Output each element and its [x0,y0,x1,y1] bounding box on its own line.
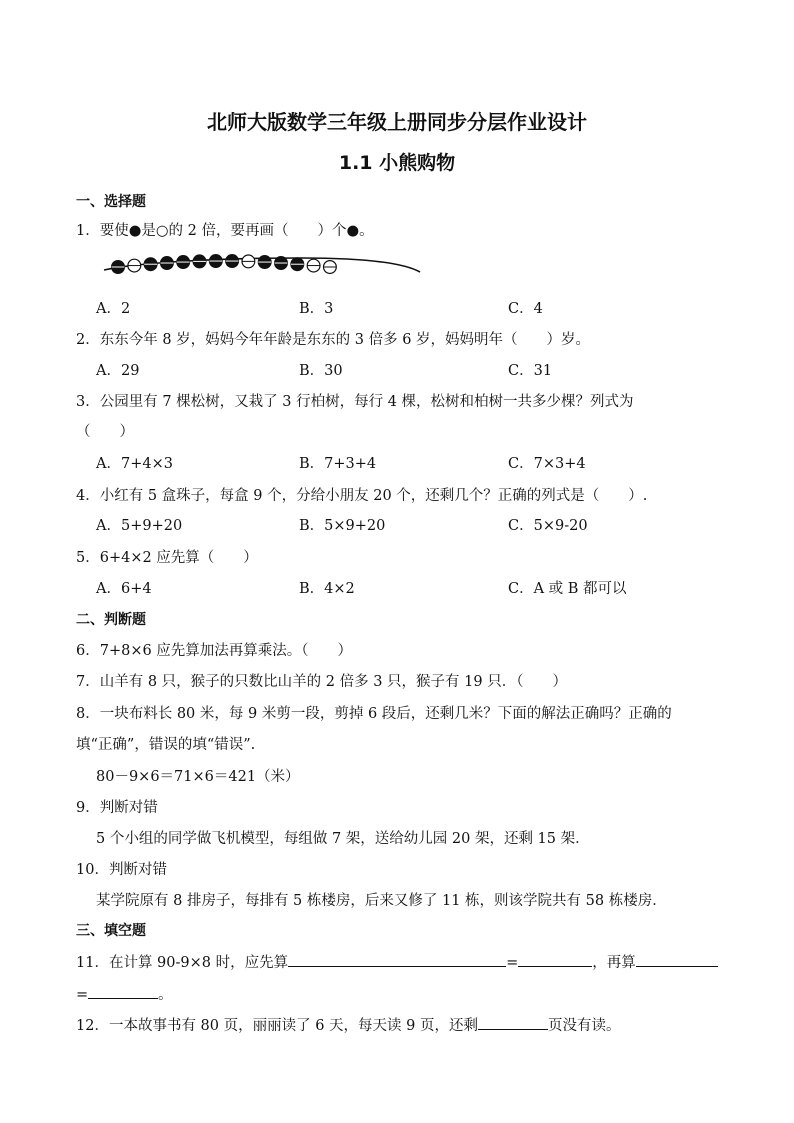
q5-option-b: B．4×2 [299,581,355,597]
question-11-cont [76,983,173,1004]
question-9-statement: 5 个小组的同学做飞机模型，每组做 7 架，送给幼儿园 20 架，还剩 15 架． [96,831,590,847]
question-9: 9．判断对错 [76,800,158,816]
q4-option-b: B．5×9+20 [299,518,386,534]
q3-option-c: C．7×3+4 [508,456,586,472]
q11-text-b: = [506,955,519,971]
question-11 [76,951,718,972]
q11-text-d: = [76,987,89,1003]
q11-text-c: ，再算 [592,955,636,971]
q4-option-c: C．5×9-20 [508,518,588,534]
question-7: 7．山羊有 8 只，猴子的只数比山羊的 2 倍多 3 只，猴子有 19 只．（ ） [76,674,567,690]
question-12 [76,1014,621,1035]
question-1: 1．要使●是○的 2 倍，要再画（ ）个●。 [76,223,374,239]
bead-string-figure [102,246,422,286]
q2-option-b: B．30 [299,363,343,379]
question-4: 4．小红有 5 盒珠子，每盒 9 个，分给小朋友 20 个，还剩几个？正确的列式是（ ）. [76,488,648,504]
question-5: 5．6+4×2 应先算（ ） [76,550,258,566]
q5-option-a: A．6+4 [96,581,152,597]
q11-blank-3[interactable] [636,952,718,967]
q4-option-a: A．5+9+20 [96,518,183,534]
q11-text-e: 。 [158,987,173,1003]
question-8-formula: 80－9×6＝71×6＝421（米） [96,769,300,785]
question-8-cont: 填“正确”，错误的填“错误”. [76,737,256,753]
q1-option-a: A．2 [96,301,131,317]
question-10: 10．判断对错 [76,862,167,878]
section-judge: 二、判断题 [76,612,146,628]
section-choice: 一、选择题 [76,194,146,210]
q1-option-b: B．3 [299,301,334,317]
q5-option-c: C．A 或 B 都可以 [508,581,627,597]
q12-text-a: 12．一本故事书有 80 页，丽丽读了 6 天，每天读 9 页，还剩 [76,1018,479,1034]
section-fill: 三、填空题 [76,923,146,939]
q2-option-a: A．29 [96,363,140,379]
question-3: 3．公园里有 7 棵松树，又栽了 3 行柏树，每行 4 棵，松树和柏树一共多少棵？列式为 [76,394,634,410]
question-6: 6．7+8×6 应先算加法再算乘法。（ ） [76,643,353,659]
question-8: 8．一块布料长 80 米，每 9 米剪一段，剪掉 6 段后，还剩几米？下面的解法正确吗？正确的 [76,706,672,722]
q1-option-c: C．4 [508,301,543,317]
q3-option-a: A．7+4×3 [96,456,173,472]
question-2: 2．东东今年 8 岁，妈妈今年年龄是东东的 3 倍多 6 岁，妈妈明年（ ）岁。 [76,332,591,348]
q11-blank-1[interactable] [288,952,506,967]
q12-text-b: 页没有读。 [548,1018,621,1034]
q11-text-a: 11．在计算 90-9×8 时，应先算 [76,955,289,971]
page-title: 北师大版数学三年级上册同步分层作业设计 [207,110,587,134]
q12-blank[interactable] [478,1015,548,1030]
page-subtitle: 1.1 小熊购物 [338,152,456,174]
question-3-cont: （ ） [76,424,134,440]
q3-option-b: B．7+3+4 [299,456,377,472]
q2-option-c: C．31 [508,363,553,379]
q11-blank-2[interactable] [518,952,592,967]
q11-blank-4[interactable] [88,984,158,999]
question-10-statement: 某学院原有 8 排房子，每排有 5 栋楼房，后来又修了 11 栋，则该学院共有 58 栋楼房． [96,893,667,909]
